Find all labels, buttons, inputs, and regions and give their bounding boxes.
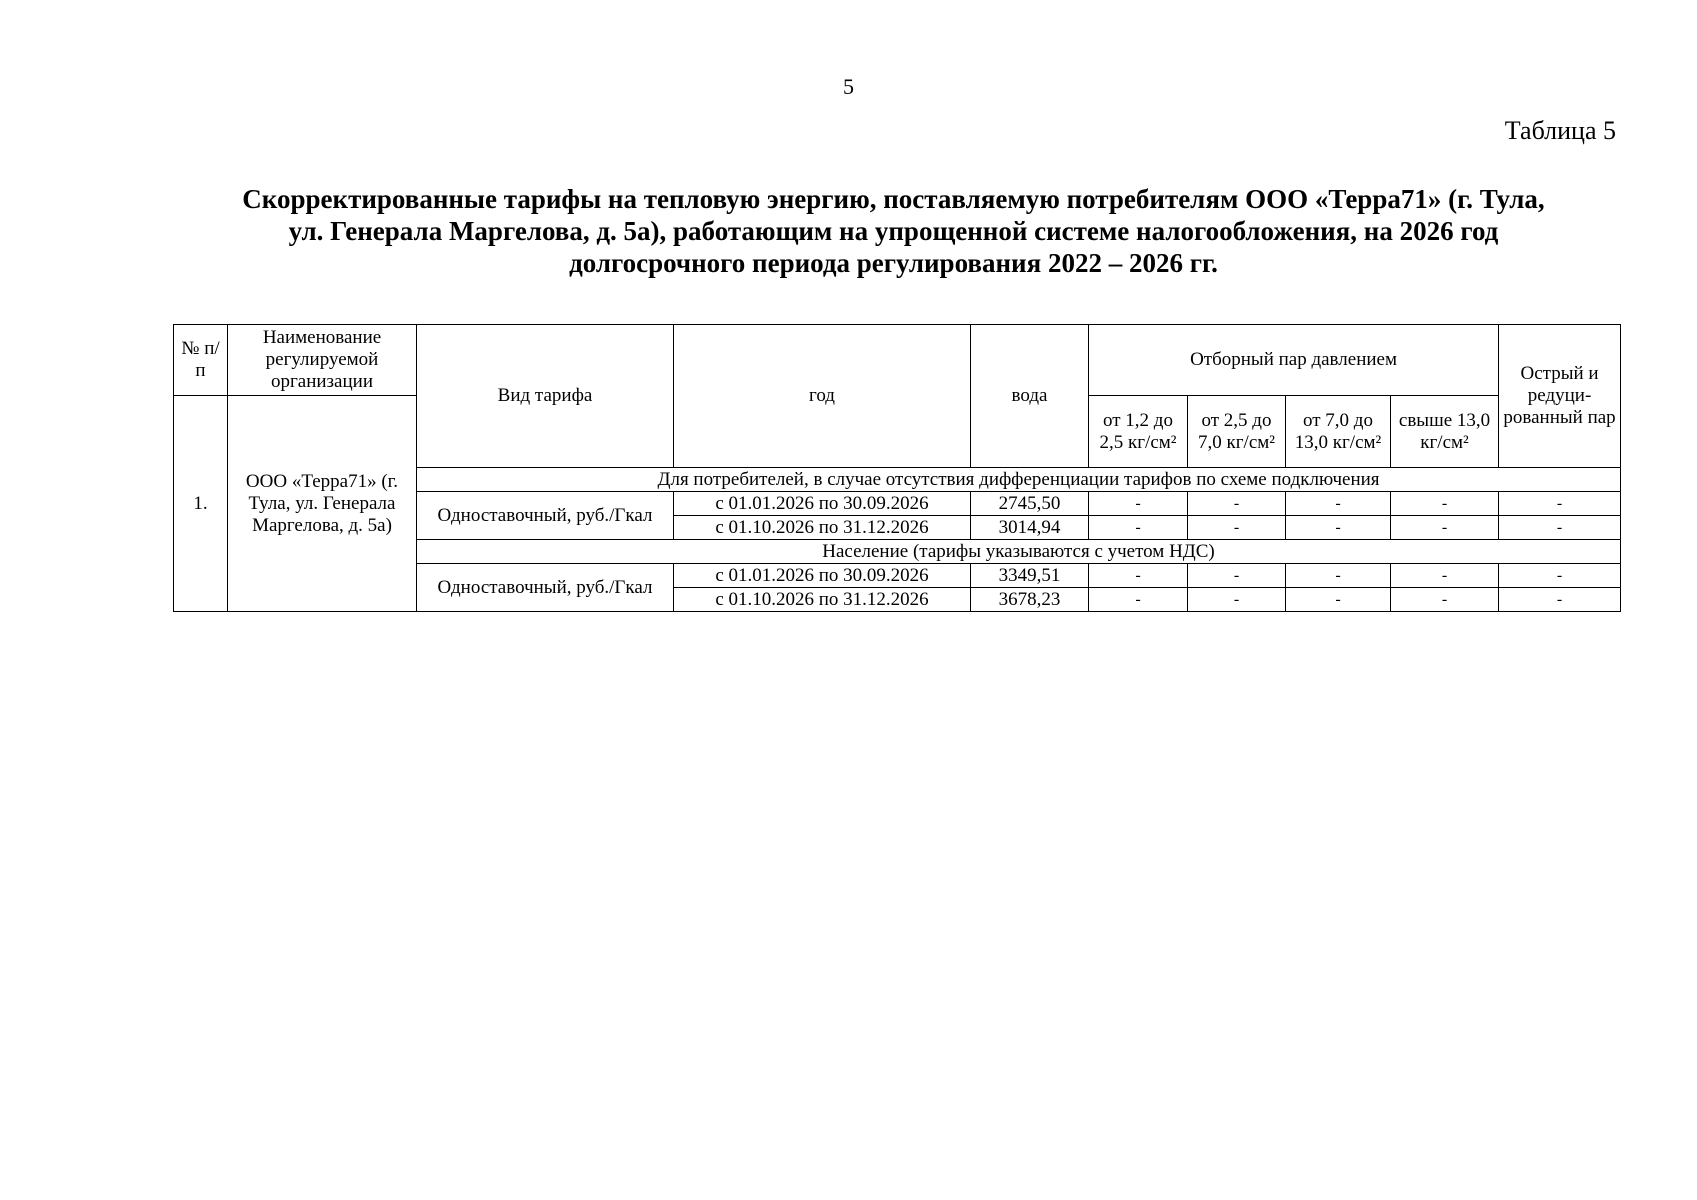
header-steam-4: свыше 13,0 кг/см² [1391, 396, 1499, 468]
steam-4-value: - [1391, 588, 1499, 612]
header-year: год [674, 325, 971, 468]
water-value: 3349,51 [971, 564, 1089, 588]
steam-1-value: - [1089, 516, 1188, 540]
tariff-type-cell: Одноставочный, руб./Гкал [417, 492, 674, 540]
document-title [160, 183, 1627, 279]
section-title: Для потребителей, в случае отсутствия дифференциации тарифов по схеме подключения [417, 468, 1621, 492]
sharp-steam-value: - [1499, 588, 1621, 612]
header-steam-group: Отборный пар давлением [1089, 325, 1499, 396]
steam-2-value: - [1188, 564, 1286, 588]
period-cell: с 01.01.2026 по 30.09.2026 [674, 564, 971, 588]
steam-1-value: - [1089, 564, 1188, 588]
tariff-table [173, 324, 1621, 612]
steam-4-value: - [1391, 516, 1499, 540]
steam-3-value: - [1286, 588, 1391, 612]
title-line: ул. Генерала Маргелова, д. 5а), работающим на упрощенной системе налогообложения, на 2026 год [288, 216, 1499, 246]
steam-3-value: - [1286, 492, 1391, 516]
steam-2-value: - [1188, 516, 1286, 540]
header-steam-3: от 7,0 до 13,0 кг/см² [1286, 396, 1391, 468]
water-value: 3014,94 [971, 516, 1089, 540]
page-number: 5 [843, 74, 854, 99]
steam-4-value: - [1391, 492, 1499, 516]
title-line: Скорректированные тарифы на тепловую энергию, поставляемую потребителям ООО «Терра71» (г. Тула, [242, 184, 1545, 214]
steam-1-value: - [1089, 492, 1188, 516]
header-tariff-type: Вид тарифа [417, 325, 674, 468]
table-label: Таблица 5 [1504, 116, 1616, 145]
sharp-steam-value: - [1499, 516, 1621, 540]
steam-3-value: - [1286, 564, 1391, 588]
water-value: 3678,23 [971, 588, 1089, 612]
organization-name: ООО «Терра71» (г. Тула, ул. Генерала Маргелова, д. 5а) [228, 396, 417, 612]
title-line: долгосрочного периода регулирования 2022 – 2026 гг. [569, 248, 1218, 278]
period-cell: с 01.01.2026 по 30.09.2026 [674, 492, 971, 516]
tariff-type-cell: Одноставочный, руб./Гкал [417, 564, 674, 612]
header-steam-2: от 2,5 до 7,0 кг/см² [1188, 396, 1286, 468]
period-cell: с 01.10.2026 по 31.12.2026 [674, 588, 971, 612]
section-title: Население (тарифы указываются с учетом НДС) [417, 540, 1621, 564]
sharp-steam-value: - [1499, 564, 1621, 588]
row-number: 1. [174, 396, 228, 612]
steam-2-value: - [1188, 492, 1286, 516]
period-cell: с 01.10.2026 по 31.12.2026 [674, 516, 971, 540]
steam-2-value: - [1188, 588, 1286, 612]
header-water: вода [971, 325, 1089, 468]
sharp-steam-value: - [1499, 492, 1621, 516]
steam-4-value: - [1391, 564, 1499, 588]
steam-1-value: - [1089, 588, 1188, 612]
header-org-name: Наименование регулируемой организации [228, 325, 417, 396]
header-sharp-steam: Острый и редуци-рованный пар [1499, 325, 1621, 468]
water-value: 2745,50 [971, 492, 1089, 516]
steam-3-value: - [1286, 516, 1391, 540]
header-steam-1: от 1,2 до 2,5 кг/см² [1089, 396, 1188, 468]
header-num: № п/п [174, 325, 228, 396]
